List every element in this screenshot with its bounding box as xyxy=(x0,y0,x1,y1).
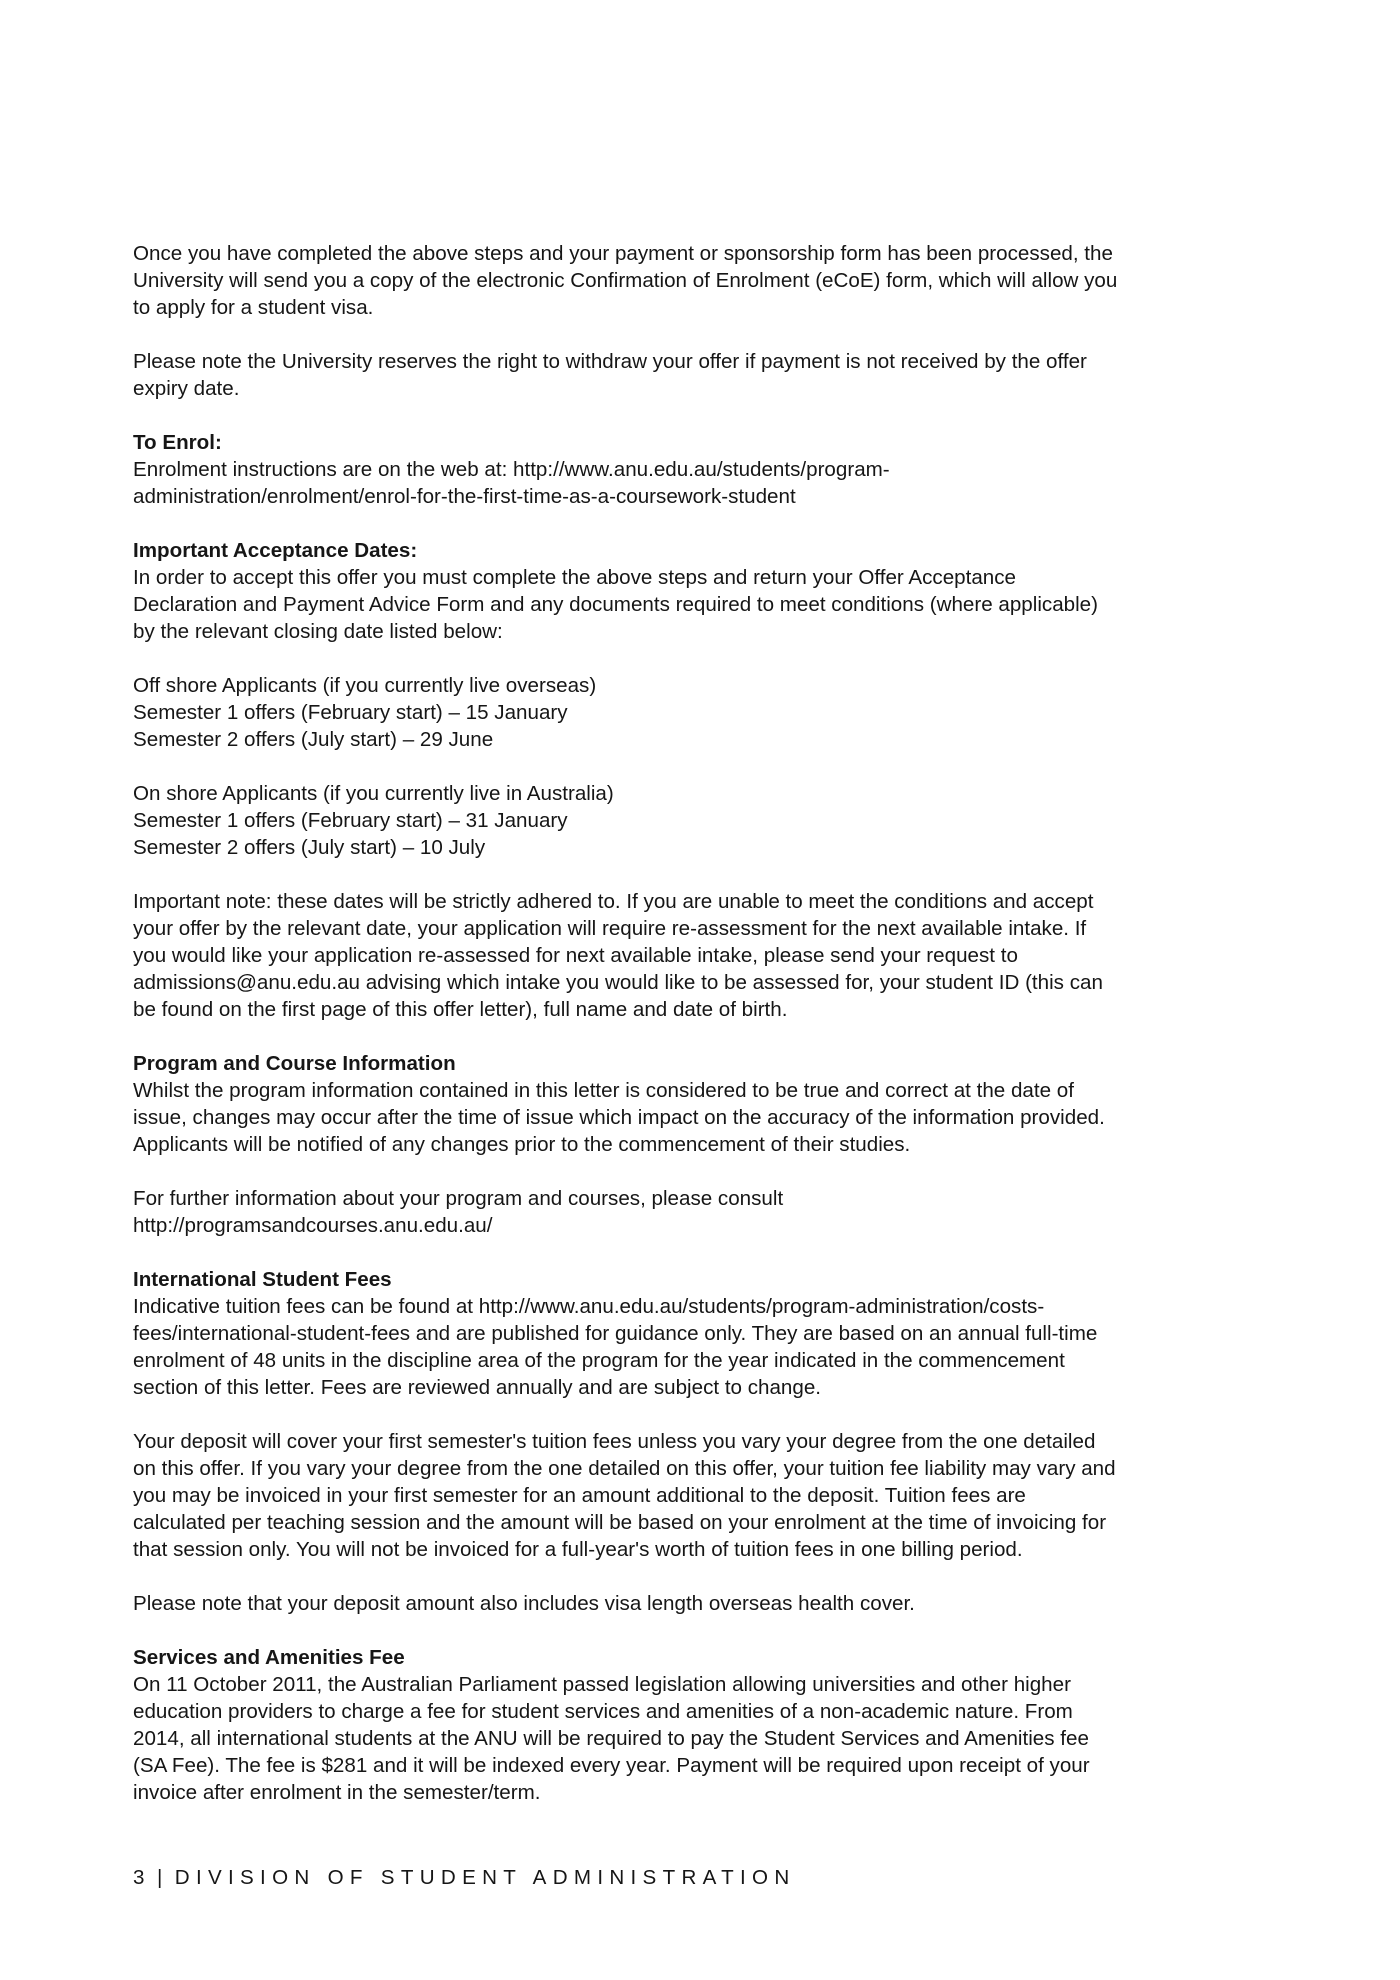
text-line: education providers to charge a fee for student services and amenities of a non-academic nature. From xyxy=(133,1700,1073,1723)
text-line: enrolment of 48 units in the discipline area of the program for the year indicated in the commencement xyxy=(133,1349,1065,1372)
text-line: issue, changes may occur after the time of issue which impact on the accuracy of the information provided. xyxy=(133,1106,1105,1129)
section-heading: Important Acceptance Dates: xyxy=(133,539,418,562)
paragraph xyxy=(133,780,1268,861)
text-line: Your deposit will cover your first semester's tuition fees unless you vary your degree from the one detailed xyxy=(133,1430,1096,1453)
text-line: fees/international-student-fees and are published for guidance only. They are based on an annual full-time xyxy=(133,1322,1098,1345)
text-line: expiry date. xyxy=(133,377,240,400)
page-footer xyxy=(133,1866,796,1890)
section-heading: International Student Fees xyxy=(133,1268,392,1291)
text-line: Semester 1 offers (February start) – 15 January xyxy=(133,701,568,724)
paragraph xyxy=(133,1050,1268,1158)
text-line: Important note: these dates will be strictly adhered to. If you are unable to meet the conditions and accept xyxy=(133,890,1094,913)
paragraph xyxy=(133,888,1268,1023)
text-line: Please note that your deposit amount also includes visa length overseas health cover. xyxy=(133,1592,915,1615)
section-heading: Program and Course Information xyxy=(133,1052,456,1075)
text-line: In order to accept this offer you must complete the above steps and return your Offer Acceptance xyxy=(133,566,1016,589)
text-line: that session only. You will not be invoiced for a full-year's worth of tuition fees in one billing period. xyxy=(133,1538,1023,1561)
text-line: admissions@anu.edu.au advising which intake you would like to be assessed for, your student ID (this can xyxy=(133,971,1103,994)
text-line: administration/enrolment/enrol-for-the-first-time-as-a-coursework-student xyxy=(133,485,796,508)
paragraph xyxy=(133,429,1268,510)
text-line: Once you have completed the above steps and your payment or sponsorship form has been processed, the xyxy=(133,242,1113,265)
paragraph xyxy=(133,1644,1268,1806)
text-line: (SA Fee). The fee is $281 and it will be indexed every year. Payment will be required upon receipt of your xyxy=(133,1754,1090,1777)
text-line: Semester 2 offers (July start) – 29 June xyxy=(133,728,494,751)
text-line: On shore Applicants (if you currently live in Australia) xyxy=(133,782,614,805)
text-line: calculated per teaching session and the amount will be based on your enrolment at the time of invoicing for xyxy=(133,1511,1107,1534)
paragraph xyxy=(133,537,1268,645)
section-heading: Services and Amenities Fee xyxy=(133,1646,405,1669)
text-line: you may be invoiced in your first semester for an amount additional to the deposit. Tuition fees are xyxy=(133,1484,1026,1507)
document-body xyxy=(133,240,1268,1833)
text-line: to apply for a student visa. xyxy=(133,296,374,319)
text-line: on this offer. If you vary your degree from the one detailed on this offer, your tuition fee liability may vary and xyxy=(133,1457,1116,1480)
text-line: On 11 October 2011, the Australian Parliament passed legislation allowing universities and other higher xyxy=(133,1673,1071,1696)
text-line: http://programsandcourses.anu.edu.au/ xyxy=(133,1214,493,1237)
text-line: Enrolment instructions are on the web at: http://www.anu.edu.au/students/program- xyxy=(133,458,890,481)
text-line: University will send you a copy of the electronic Confirmation of Enrolment (eCoE) form, which will allow you xyxy=(133,269,1118,292)
paragraph xyxy=(133,1266,1268,1401)
text-line: Whilst the program information contained in this letter is considered to be true and correct at the date of xyxy=(133,1079,1074,1102)
text-line: Indicative tuition fees can be found at http://www.anu.edu.au/students/program-administration/costs- xyxy=(133,1295,1045,1318)
paragraph xyxy=(133,672,1268,753)
paragraph xyxy=(133,1590,1268,1617)
section-heading: To Enrol: xyxy=(133,431,222,454)
page-number: 3 xyxy=(133,1866,151,1889)
text-line: by the relevant closing date listed below: xyxy=(133,620,503,643)
footer-separator: | xyxy=(156,1866,169,1889)
paragraph xyxy=(133,1428,1268,1563)
text-line: be found on the first page of this offer letter), full name and date of birth. xyxy=(133,998,788,1021)
text-line: Off shore Applicants (if you currently live overseas) xyxy=(133,674,597,697)
text-line: For further information about your program and courses, please consult xyxy=(133,1187,784,1210)
paragraph xyxy=(133,240,1268,321)
paragraph xyxy=(133,348,1268,402)
text-line: your offer by the relevant date, your application will require re-assessment for the next available intake. If xyxy=(133,917,1087,940)
paragraph xyxy=(133,1185,1268,1239)
text-line: Applicants will be notified of any changes prior to the commencement of their studies. xyxy=(133,1133,911,1156)
text-line: section of this letter. Fees are reviewed annually and are subject to change. xyxy=(133,1376,822,1399)
text-line: Please note the University reserves the right to withdraw your offer if payment is not received by the offer xyxy=(133,350,1087,373)
text-line: Declaration and Payment Advice Form and any documents required to meet conditions (where applicable) xyxy=(133,593,1098,616)
text-line: Semester 2 offers (July start) – 10 July xyxy=(133,836,486,859)
text-line: 2014, all international students at the ANU will be required to pay the Student Services and Amenities fee xyxy=(133,1727,1089,1750)
text-line: you would like your application re-assessed for next available intake, please send your request to xyxy=(133,944,1018,967)
text-line: Semester 1 offers (February start) – 31 January xyxy=(133,809,568,832)
footer-title: DIVISION OF STUDENT ADMINISTRATION xyxy=(174,1866,796,1889)
text-line: invoice after enrolment in the semester/term. xyxy=(133,1781,541,1804)
